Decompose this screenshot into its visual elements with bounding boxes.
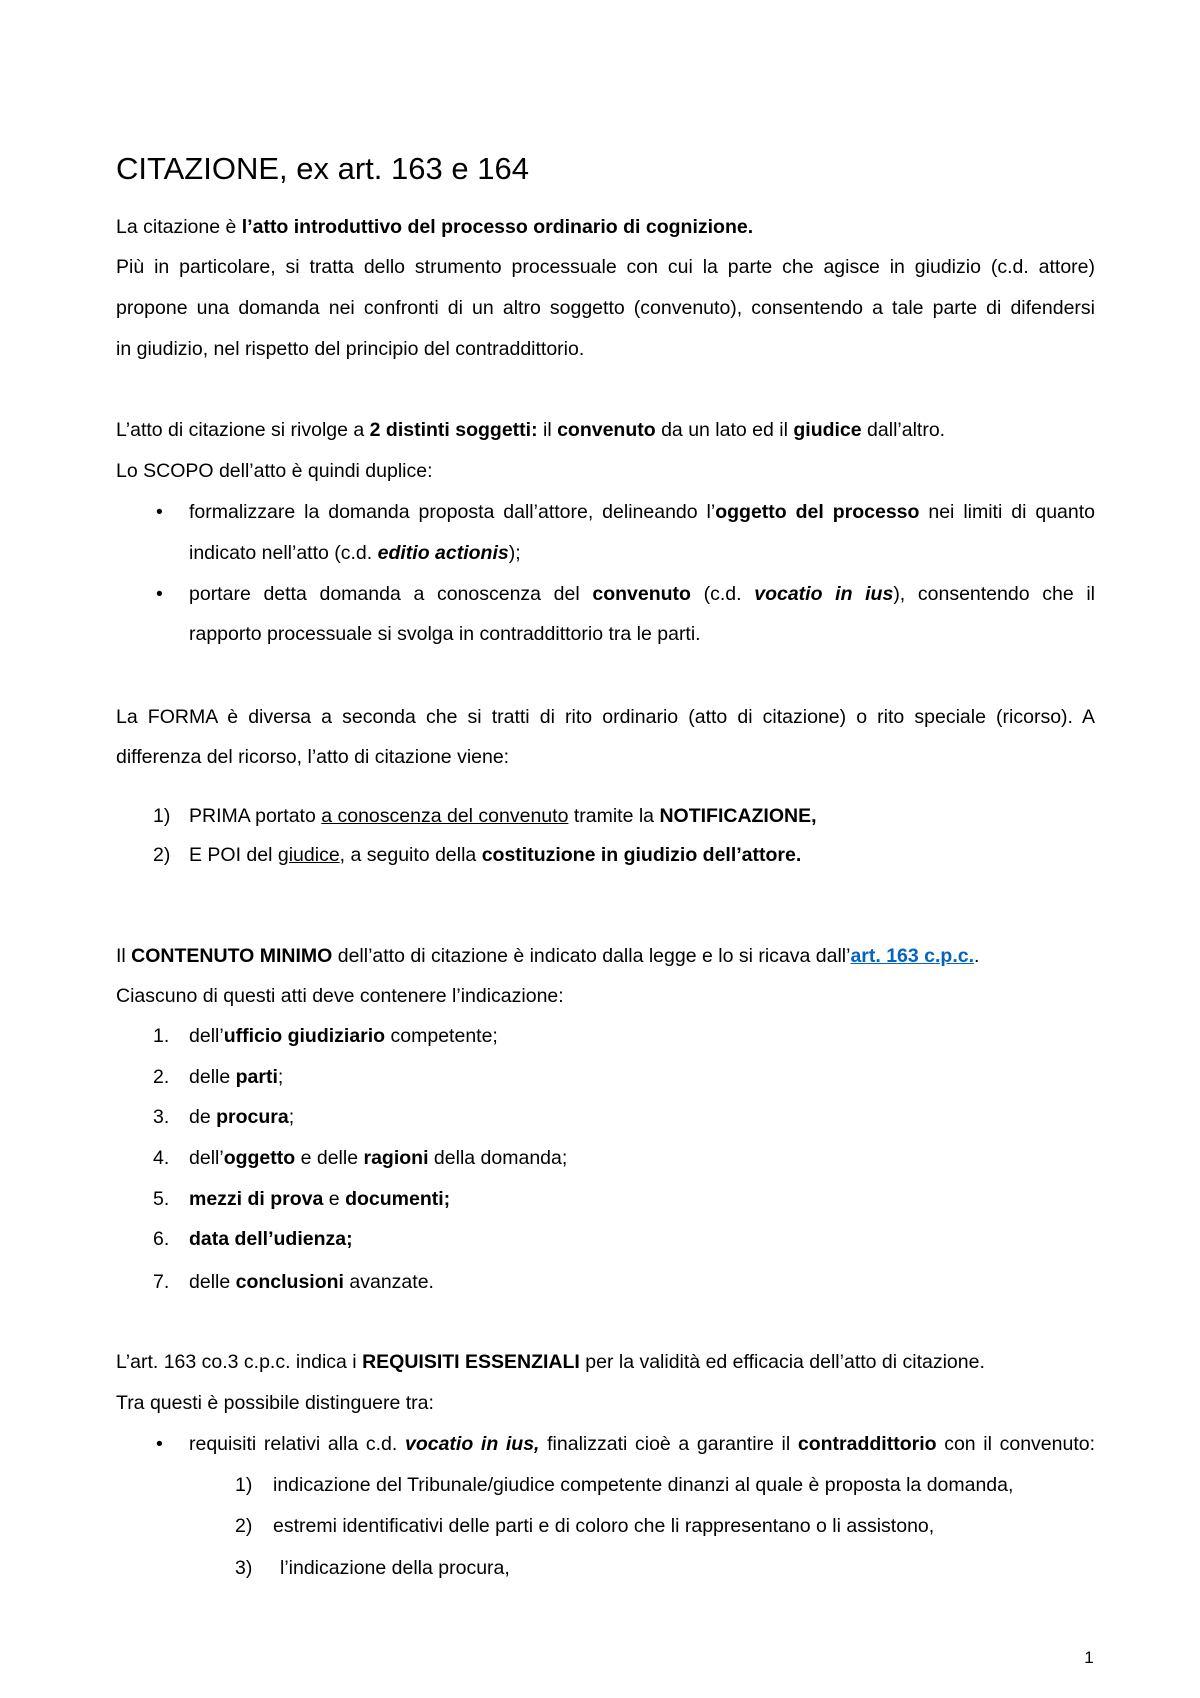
underlined-run: giudice [277, 844, 340, 866]
text-run: propone una domanda nei confronti di un altro soggetto (convenuto), consentendo a tale parte di difendersi [116, 297, 1095, 319]
bold-italic-run: vocatio in ius, [404, 1433, 540, 1455]
text-run: e [323, 1188, 346, 1210]
text-run: dell’ [189, 1147, 224, 1169]
bullet-marker: • [156, 1433, 163, 1455]
text-run: in giudizio, nel rispetto del principio del contraddittorio. [116, 338, 585, 360]
list-marker: 5. [153, 1188, 170, 1210]
list-marker: 2) [153, 844, 171, 866]
text-run: per la validità ed efficacia dell’atto di citazione. [579, 1351, 985, 1373]
list-item [189, 1016, 498, 1056]
text-run: portare detta domanda a conoscenza del [189, 583, 593, 605]
text-run: , a seguito della [339, 844, 482, 866]
bold-run: convenuto [557, 419, 656, 441]
bullet-line [189, 574, 1095, 614]
form-line: differenza del ricorso, l’atto di citazione viene: [116, 746, 510, 768]
sublist-marker: 3) [235, 1557, 253, 1579]
bullet-line [189, 614, 701, 654]
list-item [189, 796, 817, 836]
bold-run: costituzione in giudizio dell’attore. [481, 844, 802, 866]
list-item [189, 835, 801, 875]
text-run: PRIMA portato [189, 805, 322, 827]
list-marker: 6. [153, 1228, 170, 1250]
bullet-line [189, 1424, 1095, 1464]
intro-line [116, 207, 753, 247]
requirements-lead: Tra questi è possibile distinguere tra: [116, 1392, 434, 1414]
text-run: E POI del [189, 844, 278, 866]
bullet-line [189, 533, 521, 573]
bold-run: oggetto del processo [715, 501, 920, 523]
text-run: con il convenuto: [936, 1433, 1096, 1455]
text-run: competente; [385, 1025, 498, 1047]
text-run: ; [288, 1106, 295, 1128]
document-title: CITAZIONE, ex art. 163 e 164 [116, 151, 529, 186]
bold-run: contraddittorio [797, 1433, 937, 1455]
bold-run: procura [216, 1106, 289, 1128]
text-run: da un lato ed il [655, 419, 794, 441]
list-item [189, 1057, 283, 1097]
text-run: Più in particolare, si tratta dello strumento processuale con cui la parte che agisce in giudizio (c.d. attore) [116, 256, 1095, 278]
list-marker: 1. [153, 1025, 170, 1047]
underlined-run: a conoscenza del convenuto [321, 805, 569, 827]
sublist-marker: 2) [235, 1515, 253, 1537]
sublist-item: l’indicazione della procura, [280, 1557, 510, 1579]
bullet-marker: • [156, 501, 163, 523]
requirements-line [116, 1342, 985, 1382]
bold-run: l’atto introduttivo del processo ordinario di cognizione. [241, 216, 754, 238]
text-run: requisiti relativi alla c.d. [189, 1433, 405, 1455]
text-run: L’art. 163 co.3 c.p.c. indica i [116, 1351, 363, 1373]
bold-run: giudice [793, 419, 862, 441]
bold-run: ufficio giudiziario [223, 1025, 386, 1047]
bold-run: CONTENUTO MINIMO [131, 945, 333, 967]
text-run: della domanda; [428, 1147, 568, 1169]
list-item [189, 1138, 567, 1178]
text-run: dell’atto di citazione è indicato dalla legge e lo si ricava dall’ [332, 945, 851, 967]
text-run: delle [189, 1066, 236, 1088]
bold-run: NOTIFICAZIONE, [659, 805, 817, 827]
bold-run: conclusioni [235, 1271, 344, 1293]
text-run: Il [116, 945, 132, 967]
text-run: La citazione è [116, 216, 242, 238]
text-run: il [537, 419, 558, 441]
text-run: L’atto di citazione si rivolge a [116, 419, 370, 441]
bold-run: 2 distinti soggetti: [369, 419, 538, 441]
list-item [189, 1179, 450, 1219]
list-item [189, 1262, 434, 1302]
text-run: ); [508, 542, 521, 564]
text-run: ; [277, 1066, 284, 1088]
bullet-marker: • [156, 583, 163, 605]
art-163-cpc-link[interactable]: art. 163 c.p.c. [850, 945, 975, 967]
bold-run: documenti; [345, 1188, 451, 1210]
bold-run: ragioni [363, 1147, 429, 1169]
sublist-marker: 1) [235, 1474, 253, 1496]
text-run: tramite la [568, 805, 660, 827]
text-run: de [189, 1106, 217, 1128]
list-marker: 1) [153, 805, 171, 827]
bold-italic-run: editio actionis [377, 542, 509, 564]
text-run: formalizzare la domanda proposta dall’attore, delineando l’ [189, 501, 716, 523]
list-marker: 2. [153, 1066, 170, 1088]
bold-run: convenuto [592, 583, 691, 605]
list-item [189, 1219, 353, 1259]
intro-line [116, 288, 1095, 328]
text-run: avanzate. [343, 1271, 434, 1293]
bold-run: mezzi di prova [189, 1188, 324, 1210]
list-marker: 3. [153, 1106, 170, 1128]
bold-run: REQUISITI ESSENZIALI [362, 1351, 580, 1373]
intro-line [116, 329, 584, 369]
bullet-line [189, 492, 1095, 532]
content-line [116, 936, 979, 976]
sublist-item: indicazione del Tribunale/giudice competente dinanzi al quale è proposta la domanda, [273, 1474, 1014, 1496]
content-lead: Ciascuno di questi atti deve contenere l’indicazione: [116, 985, 564, 1007]
bold-run: oggetto [223, 1147, 296, 1169]
text-run: delle [189, 1271, 236, 1293]
text-run: finalizzati cioè a garantire il [539, 1433, 798, 1455]
bold-run: parti [235, 1066, 278, 1088]
intro-line [116, 247, 1095, 287]
text-run: dall’altro. [861, 419, 946, 441]
bold-run: data dell’udienza; [189, 1228, 353, 1250]
text-run: La FORMA è diversa a seconda che si tratti di rito ordinario (atto di citazione) o rito speciale (ricorso). A [116, 706, 1095, 728]
text-run: ), consentendo che il [893, 583, 1095, 605]
text-run: e delle [295, 1147, 364, 1169]
bold-italic-run: vocatio in ius [754, 583, 894, 605]
sublist-item: estremi identificativi delle parti e di coloro che li rappresentano o li assistono, [273, 1515, 935, 1537]
list-marker: 4. [153, 1147, 170, 1169]
page-number: 1 [1084, 1648, 1094, 1667]
text-run: dell’ [189, 1025, 224, 1047]
text-run: indicato nell’atto (c.d. [189, 542, 378, 564]
scope-line: Lo SCOPO dell’atto è quindi duplice: [116, 460, 433, 482]
text-run: (c.d. [690, 583, 755, 605]
text-run: nei limiti di quanto [919, 501, 1095, 523]
list-marker: 7. [153, 1271, 170, 1293]
form-line [116, 697, 1095, 737]
subjects-line [116, 410, 945, 450]
list-item [189, 1097, 294, 1137]
text-run: . [974, 945, 980, 967]
text-run: rapporto processuale si svolga in contraddittorio tra le parti. [189, 623, 701, 645]
